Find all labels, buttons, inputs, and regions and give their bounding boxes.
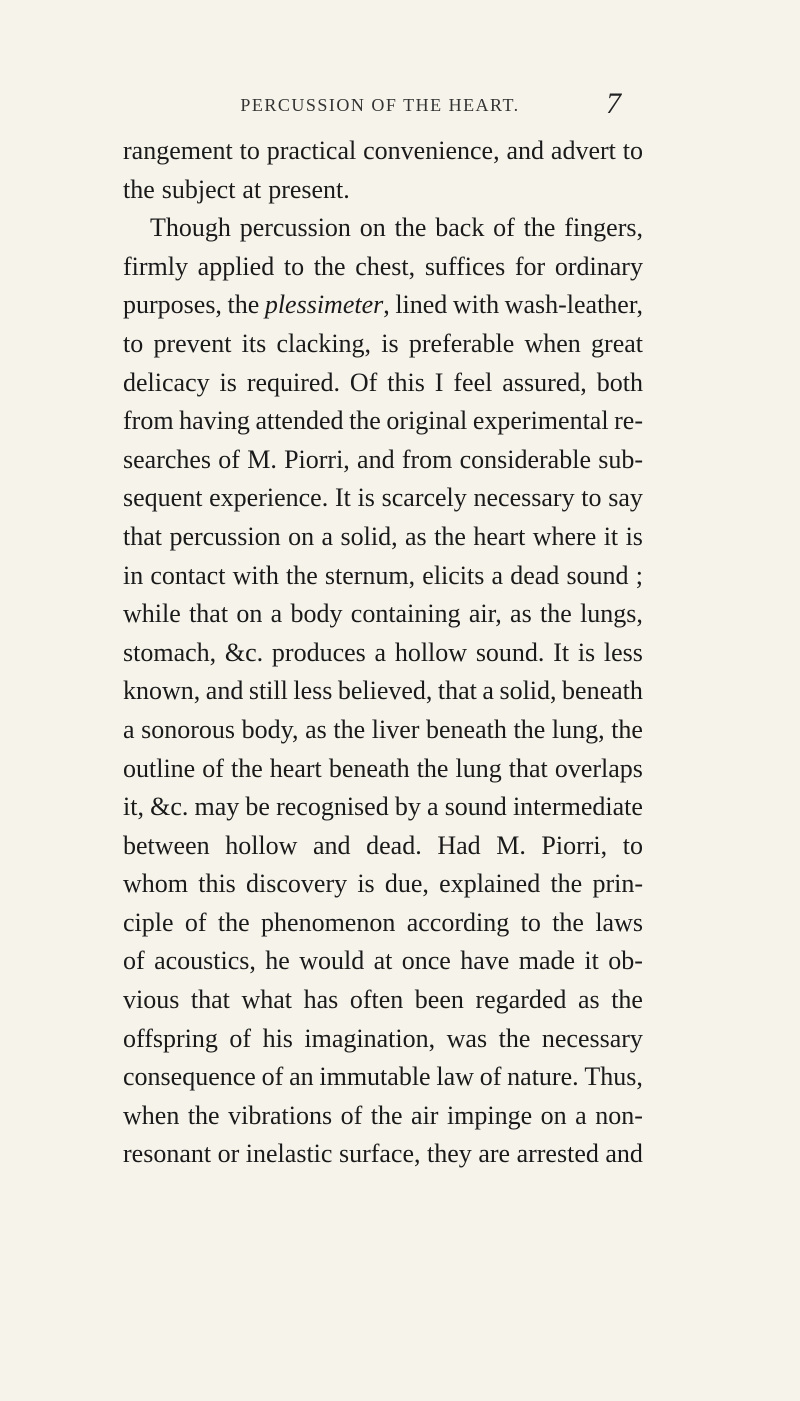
text-line: searches of M. Piorri, and from considerable sub-	[123, 444, 643, 474]
text-line: from having attended the original experimental re-	[123, 406, 643, 436]
text-line: of acoustics, he would at once have made it ob-	[123, 946, 643, 976]
text-line: resonant or inelastic surface, they are arrested and	[123, 1139, 643, 1169]
text-line: while that on a body containing air, as the lungs,	[123, 599, 643, 629]
page-header	[0, 85, 800, 125]
text-line: that percussion on a solid, as the heart where it is	[123, 521, 643, 551]
text-line: outline of the heart beneath the lung that overlaps	[123, 753, 643, 783]
running-head: PERCUSSION OF THE HEART.	[240, 95, 520, 115]
text-line: a sonorous body, as the liver beneath the lung, the	[123, 714, 643, 744]
text-line: when the vibrations of the air impinge on a non-	[123, 1100, 643, 1130]
text-line: offspring of his imagination, was the necessary	[123, 1023, 643, 1053]
text-line: in contact with the sternum, elicits a dead sound ;	[123, 560, 643, 590]
text-line: known, and still less believed, that a solid, beneath	[123, 676, 643, 706]
text-line: sequent experience. It is scarcely necessary to say	[123, 483, 643, 513]
text-line: consequence of an immutable law of nature. Thus,	[123, 1062, 643, 1092]
page-number: 7	[606, 87, 621, 120]
text-line: stomach, &c. produces a hollow sound. It is less	[123, 637, 643, 667]
text-line: it, &c. may be recognised by a sound intermediate	[123, 792, 643, 822]
text-line: Though percussion on the back of the fingers,	[150, 213, 643, 243]
body-text	[123, 132, 643, 1174]
text-line: between hollow and dead. Had M. Piorri, to	[123, 830, 643, 860]
text-line: vious that what has often been regarded as the	[123, 985, 643, 1015]
text-line: delicacy is required. Of this I feel assured, both	[123, 367, 643, 397]
text-line: firmly applied to the chest, suffices for ordinary	[123, 251, 643, 281]
text-line: whom this discovery is due, explained the prin-	[123, 869, 643, 899]
text-line: ciple of the phenomenon according to the laws	[123, 907, 643, 937]
text-line: to prevent its clacking, is preferable when great	[123, 328, 643, 358]
text-line: rangement to practical convenience, and advert to	[123, 136, 643, 165]
text-line: purposes, the plessimeter, lined with wash-leather,	[123, 290, 643, 320]
text-line: the subject at present.	[123, 174, 350, 204]
